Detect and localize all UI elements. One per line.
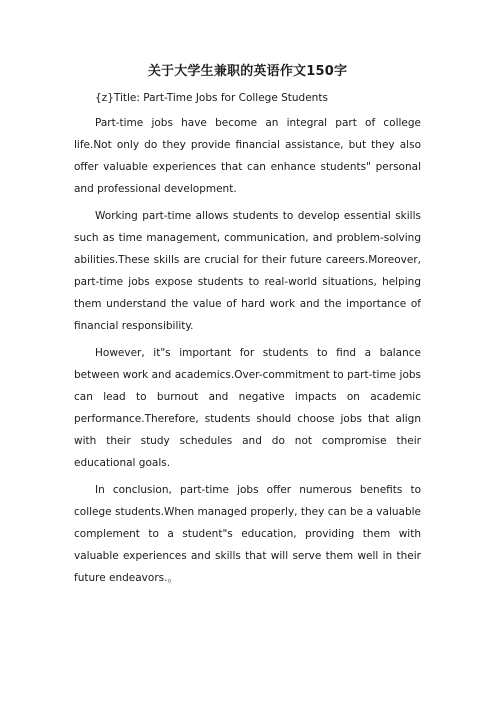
essay-title-line: {z}Title: Part-Time Jobs for College Students [95,92,328,104]
paragraph-2: Working part-time allows students to develop essential skills such as time management, communication, and problem-solving abilities.These skills are crucial for their future careers.Moreover, part-time jobs expose students to real-world situations, helping them understand the value of hard work and the importance of financial responsibility. [74,210,421,332]
paragraph-1: Part-time jobs have become an integral part of college life.Not only do they provide financial assistance, but they also offer valuable experiences that can enhance students" personal and professional development. [74,117,421,195]
document-page [74,63,421,594]
paragraph-4: In conclusion, part-time jobs offer numerous benefits to college students.When managed properly, they can be a valuable complement to a student"s education, providing them with valuable experiences and skills that will serve them well in their future endeavors.。 [74,484,421,584]
document-title: 关于大学生兼职的英语作文150字 [147,64,348,79]
paragraph-3: However, it"s important for students to find a balance between work and academics.Over-commitment to part-time jobs can lead to burnout and negative impacts on academic performance.Therefore, students should choose jobs that align with their study schedules and do not compromise their educational goals. [74,347,421,469]
